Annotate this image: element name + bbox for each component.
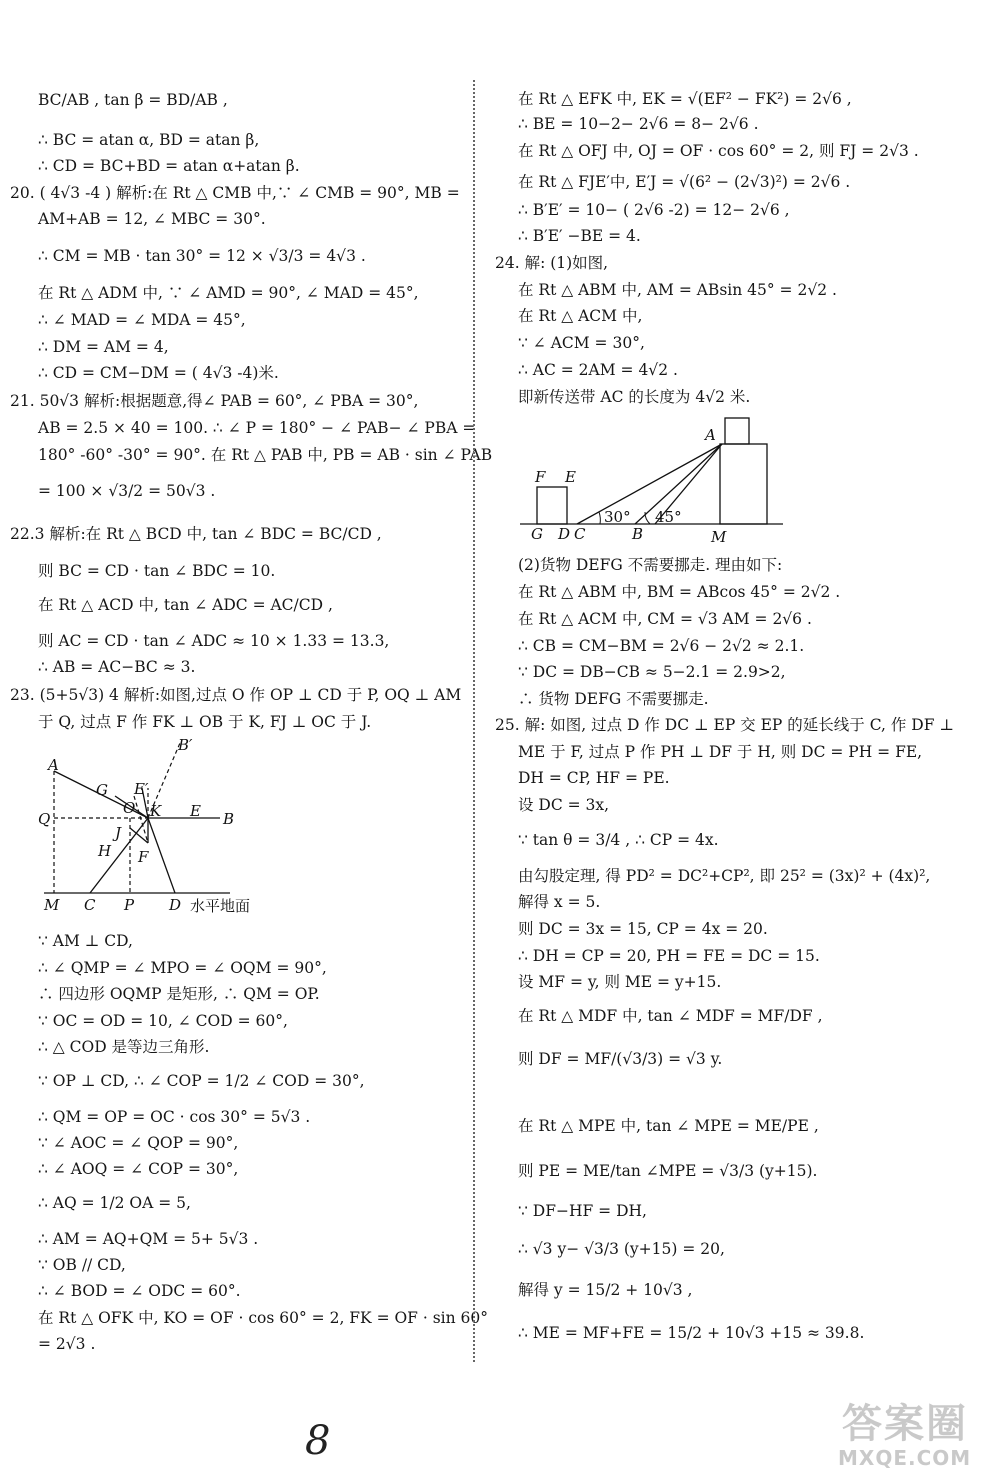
left-line-3: 20. ( 4√3 -4 ) 解析:在 Rt △ CMB 中,∵ ∠ CMB = 90°, MB =: [10, 184, 460, 202]
left-line-14: 22.3 解析:在 Rt △ BCD 中, tan ∠ BDC = BC/CD ,: [10, 525, 382, 543]
right-line-29: 则 DF = MF/(√3/3) = √3 y.: [518, 1050, 723, 1068]
left-line-30: ∴ AQ = 1/2 OA = 5,: [38, 1194, 191, 1212]
right-line-31: 则 PE = ME/tan ∠MPE = √3/3 (y+15).: [518, 1162, 818, 1180]
fig23-label-g: G: [96, 781, 108, 799]
right-line-18: 25. 解: 如图, 过点 D 作 DC ⊥ EP 交 EP 的延长线于 C, 作 DF ⊥: [495, 716, 954, 734]
left-line-25: ∴ △ COD 是等边三角形.: [38, 1038, 210, 1056]
right-line-12: (2)货物 DEFG 不需要挪走. 理由如下:: [518, 556, 783, 574]
right-line-33: ∴ √3 y− √3/3 (y+15) = 20,: [518, 1240, 725, 1258]
left-line-9: ∴ CD = CM−DM = ( 4√3 -4)米.: [38, 364, 279, 382]
left-line-0: BC/AB , tan β = BD/AB ,: [38, 91, 228, 109]
fig23-label-b: B: [223, 810, 235, 828]
fig24-label-m: M: [711, 528, 727, 546]
left-line-19: 23. (5+5√3) 4 解析:如图,过点 O 作 OP ⊥ CD 于 P, OQ ⊥ AM: [10, 686, 462, 704]
left-line-11: AB = 2.5 × 40 = 100. ∴ ∠ P = 180° − ∠ PAB− ∠ PBA =: [38, 419, 476, 437]
figure-problem-23: [30, 738, 270, 918]
fig23-label-q: Q: [38, 810, 51, 828]
left-line-13: = 100 × √3/2 = 50√3 .: [38, 482, 216, 500]
fig24-label-c: C: [574, 525, 586, 543]
fig23-label-o: O: [123, 799, 136, 817]
right-line-17: ∴ 货物 DEFG 不需要挪走.: [518, 690, 709, 708]
right-line-30: 在 Rt △ MPE 中, tan ∠ MPE = ME/PE ,: [518, 1117, 819, 1135]
fig23-ground-label: 水平地面: [190, 897, 251, 915]
right-line-24: 解得 x = 5.: [518, 893, 601, 911]
fig23-label-f: F: [138, 848, 149, 866]
left-line-29: ∴ ∠ AOQ = ∠ COP = 30°,: [38, 1160, 239, 1178]
right-line-1: ∴ BE = 10−2− 2√6 = 8− 2√6 .: [518, 115, 759, 133]
right-line-11: 即新传送带 AC 的长度为 4√2 米.: [518, 388, 751, 406]
right-line-28: 在 Rt △ MDF 中, tan ∠ MDF = MF/DF ,: [518, 1007, 823, 1025]
left-line-26: ∵ OP ⊥ CD, ∴ ∠ COP = 1/2 ∠ COD = 30°,: [38, 1072, 365, 1090]
right-line-26: ∴ DH = CP = 20, PH = FE = DC = 15.: [518, 947, 820, 965]
fig24-label-g: G: [531, 525, 543, 543]
right-line-25: 则 DC = 3x = 15, CP = 4x = 20.: [518, 920, 768, 938]
fig23-label-m: M: [44, 896, 60, 914]
figure-problem-24: [515, 412, 795, 550]
page-number: 8: [305, 1418, 331, 1464]
left-line-31: ∴ AM = AQ+QM = 5+ 5√3 .: [38, 1230, 259, 1248]
right-line-13: 在 Rt △ ABM 中, BM = ABcos 45° = 2√2 .: [518, 583, 841, 601]
right-line-16: ∵ DC = DB−CB ≈ 5−2.1 = 2.9>2,: [518, 663, 786, 681]
right-line-32: ∵ DF−HF = DH,: [518, 1202, 647, 1220]
left-line-2: ∴ CD = BC+BD = atan α+atan β.: [38, 157, 300, 175]
fig23-label-k: K: [150, 802, 162, 820]
fig23-label-c: C: [84, 896, 96, 914]
right-line-15: ∴ CB = CM−BM = 2√6 − 2√2 ≈ 2.1.: [518, 637, 805, 655]
left-line-33: ∴ ∠ BOD = ∠ ODC = 60°.: [38, 1282, 241, 1300]
fig24-label-f: F: [535, 468, 546, 486]
left-line-21: ∵ AM ⊥ CD,: [38, 932, 133, 950]
right-line-6: 24. 解: (1)如图,: [495, 254, 609, 272]
left-line-20: 于 Q, 过点 F 作 FK ⊥ OB 于 K, FJ ⊥ OC 于 J.: [38, 713, 372, 731]
right-line-22: ∵ tan θ = 3/4 , ∴ CP = 4x.: [518, 831, 719, 849]
left-line-27: ∴ QM = OP = OC · cos 30° = 5√3 .: [38, 1108, 311, 1126]
left-line-4: AM+AB = 12, ∠ MBC = 30°.: [38, 210, 266, 228]
fig24-angle-45: 45°: [655, 508, 682, 526]
right-line-2: 在 Rt △ OFJ 中, OJ = OF · cos 60° = 2, 则 FJ = 2√3 .: [518, 142, 919, 160]
right-line-34: 解得 y = 15/2 + 10√3 ,: [518, 1281, 693, 1299]
left-line-28: ∵ ∠ AOC = ∠ QOP = 90°,: [38, 1134, 239, 1152]
fig23-label-p: P: [124, 896, 135, 914]
right-line-8: 在 Rt △ ACM 中,: [518, 307, 643, 325]
left-line-1: ∴ BC = atan α, BD = atan β,: [38, 131, 260, 149]
right-line-4: ∴ B′E′ = 10− ( 2√6 -2) = 12− 2√6 ,: [518, 201, 790, 219]
fig24-label-e: E: [565, 468, 576, 486]
right-line-9: ∵ ∠ ACM = 30°,: [518, 334, 645, 352]
right-line-7: 在 Rt △ ABM 中, AM = ABsin 45° = 2√2 .: [518, 281, 837, 299]
fig23-label-e: E: [190, 802, 201, 820]
right-line-10: ∴ AC = 2AM = 4√2 .: [518, 361, 678, 379]
right-line-23: 由勾股定理, 得 PD² = DC²+CP², 即 25² = (3x)² + (4x)²,: [518, 867, 931, 885]
fig23-label-h: H: [98, 842, 112, 860]
left-line-24: ∵ OC = OD = 10, ∠ COD = 60°,: [38, 1012, 288, 1030]
left-line-5: ∴ CM = MB · tan 30° = 12 × √3/3 = 4√3 .: [38, 247, 366, 265]
fig24-label-b: B: [632, 525, 644, 543]
left-line-23: ∴ 四边形 OQMP 是矩形, ∴ QM = OP.: [38, 985, 320, 1003]
right-line-21: 设 DC = 3x,: [518, 796, 610, 814]
right-line-27: 设 MF = y, 则 ME = y+15.: [518, 973, 722, 991]
left-line-7: ∴ ∠ MAD = ∠ MDA = 45°,: [38, 311, 246, 329]
left-line-12: 180° -60° -30° = 90°. 在 Rt △ PAB 中, PB = AB · sin ∠ PAB: [38, 446, 493, 464]
left-line-16: 在 Rt △ ACD 中, tan ∠ ADC = AC/CD ,: [38, 596, 333, 614]
fig24-label-d: D: [558, 525, 571, 543]
column-divider: [473, 80, 475, 1362]
right-line-20: DH = CP, HF = PE.: [518, 769, 670, 787]
left-line-35: = 2√3 .: [38, 1335, 96, 1353]
watermark-url: MXQE.COM: [838, 1446, 972, 1470]
right-line-35: ∴ ME = MF+FE = 15/2 + 10√3 +15 ≈ 39.8.: [518, 1324, 865, 1342]
right-line-19: ME 于 F, 过点 P 作 PH ⊥ DF 于 H, 则 DC = PH = FE,: [518, 743, 923, 761]
fig24-label-a: A: [705, 426, 716, 444]
fig23-label-b-prime: B′: [178, 738, 193, 754]
fig23-label-e-prime: E′: [134, 780, 149, 798]
left-line-32: ∵ OB // CD,: [38, 1256, 126, 1274]
fig23-label-a: A: [48, 756, 59, 774]
left-line-6: 在 Rt △ ADM 中, ∵ ∠ AMD = 90°, ∠ MAD = 45°,: [38, 284, 419, 302]
left-line-10: 21. 50√3 解析:根据题意,得∠ PAB = 60°, ∠ PBA = 30°,: [10, 392, 419, 410]
right-line-14: 在 Rt △ ACM 中, CM = √3 AM = 2√6 .: [518, 610, 812, 628]
right-line-5: ∴ B′E′ −BE = 4.: [518, 227, 641, 245]
right-line-0: 在 Rt △ EFK 中, EK = √(EF² − FK²) = 2√6 ,: [518, 90, 852, 108]
fig23-label-d: D: [169, 896, 182, 914]
left-line-34: 在 Rt △ OFK 中, KO = OF · cos 60° = 2, FK = OF · sin 60°: [38, 1309, 489, 1327]
fig24-angle-30: 30°: [604, 508, 631, 526]
left-line-15: 则 BC = CD · tan ∠ BDC = 10.: [38, 562, 276, 580]
right-line-3: 在 Rt △ FJE′中, E′J = √(6² − (2√3)²) = 2√6 .: [518, 173, 851, 191]
left-line-8: ∴ DM = AM = 4,: [38, 338, 169, 356]
left-line-17: 则 AC = CD · tan ∠ ADC ≈ 10 × 1.33 = 13.3,: [38, 632, 390, 650]
fig23-label-j: J: [115, 824, 122, 842]
left-line-18: ∴ AB = AC−BC ≈ 3.: [38, 658, 196, 676]
watermark-logo: 答案圈: [842, 1401, 968, 1447]
left-line-22: ∴ ∠ QMP = ∠ MPO = ∠ OQM = 90°,: [38, 959, 327, 977]
